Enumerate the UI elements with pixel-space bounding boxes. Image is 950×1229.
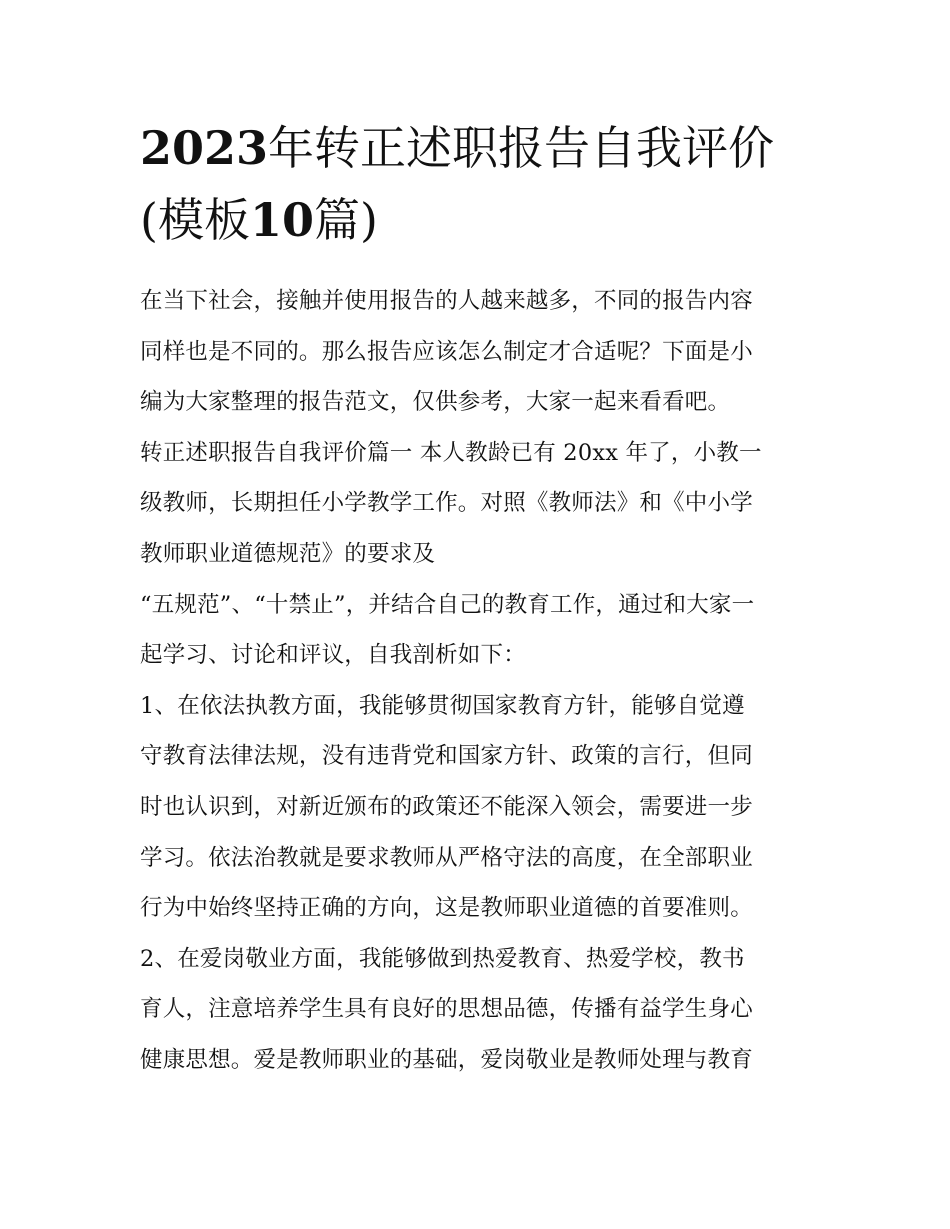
document-body bbox=[140, 276, 830, 1086]
title-count: 10 bbox=[249, 193, 314, 247]
text-line: 编为大家整理的报告范文，仅供参考，大家一起来看看吧。 bbox=[140, 389, 731, 416]
text-line: “五规范”、“十禁止”，并结合自己的教育工作，通过和大家一 bbox=[140, 591, 755, 618]
text-line: 同样也是不同的。那么报告应该怎么制定才合适呢？下面是小 bbox=[140, 338, 753, 365]
text-line: 时也认识到，对新近颁布的政策还不能深入领会，需要进一步 bbox=[140, 793, 753, 820]
text-line: 育人，注意培养学生具有良好的思想品德，传播有益学生身心 bbox=[140, 996, 753, 1023]
text-line: 2、在爱岗敬业方面，我能够做到热爱教育、热爱学校，教书 bbox=[140, 945, 745, 972]
title-paren-close: 篇) bbox=[313, 193, 378, 247]
text-line: 级教师，长期担任小学教学工作。对照《教师法》和《中小学 bbox=[140, 490, 753, 517]
text-line: 转正述职报告自我评价篇一 本人教龄已有 20xx 年了，小教一 bbox=[140, 439, 762, 466]
title-paren-open: (模板 bbox=[140, 193, 250, 247]
text-line: 在当下社会，接触并使用报告的人越来越多，不同的报告内容 bbox=[140, 288, 753, 314]
text-line: 行为中始终坚持正确的方向，这是教师职业道德的首要准则。 bbox=[140, 895, 753, 922]
text-line: 守教育法律法规，没有违背党和国家方针、政策的言行，但同 bbox=[140, 743, 753, 770]
text-line: 健康思想。爱是教师职业的基础，爱岗敬业是教师处理与教育 bbox=[140, 1046, 753, 1073]
document-title bbox=[140, 112, 830, 256]
text-line: 1、在依法执教方面，我能够贯彻国家教育方针，能够自觉遵 bbox=[140, 692, 745, 719]
title-main-text: 年转正述职报告自我评价 bbox=[268, 121, 775, 175]
text-line: 学习。依法治教就是要求教师从严格守法的高度，在全部职业 bbox=[140, 844, 753, 871]
title-year: 2023 bbox=[140, 121, 269, 175]
text-line: 教师职业道德规范》的要求及 bbox=[140, 540, 436, 567]
text-line: 起学习、讨论和评议，自我剖析如下： bbox=[140, 642, 526, 669]
